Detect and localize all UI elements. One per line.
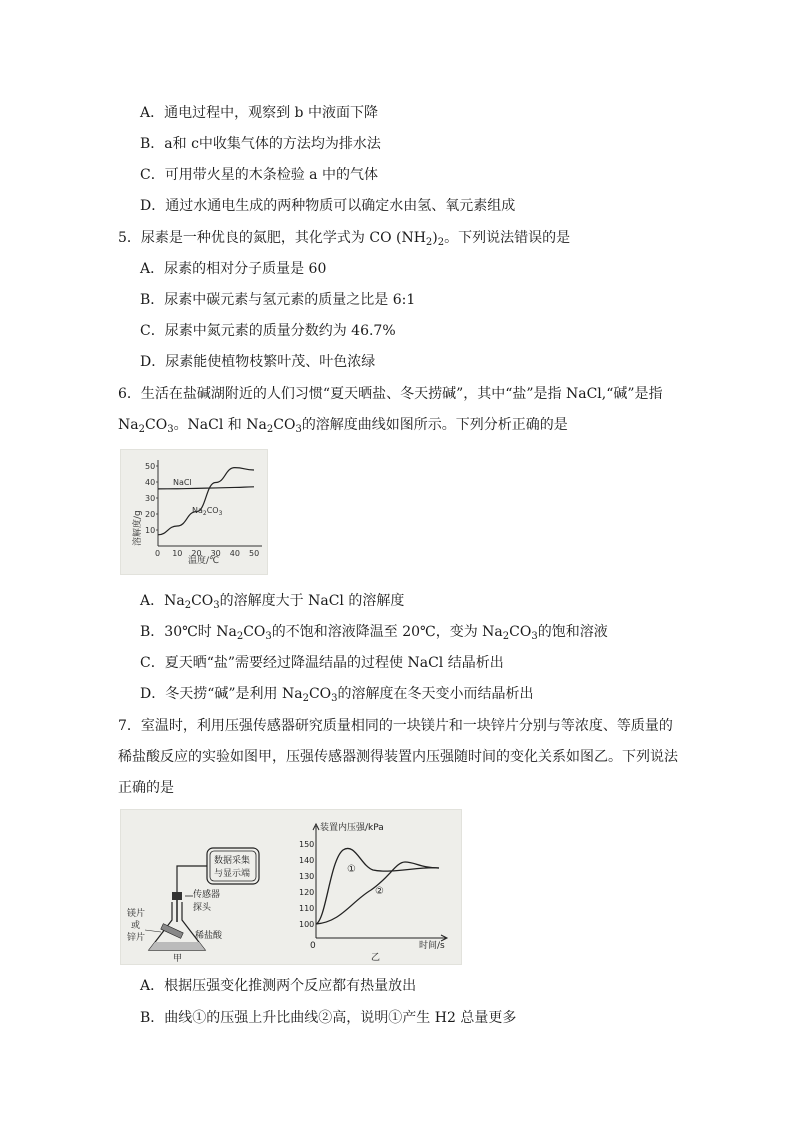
label-yi: 乙 xyxy=(371,953,381,963)
q4-option-b: B．a和 c中收集气体的方法均为排水法 xyxy=(140,136,381,152)
metal-label-3: 锌片 xyxy=(127,933,146,943)
metal-leader xyxy=(145,930,161,932)
x-tick-label: 10 xyxy=(172,549,183,558)
y-tick-100: 100 xyxy=(299,920,315,929)
y-tick-150: 150 xyxy=(299,840,315,849)
q7-stem-line1: 7．室温时，利用压强传感器研究质量相同的一块镁片和一块锌片分别与等浓度、等质量的 xyxy=(118,718,673,734)
q4-option-d: D．通过水通电生成的两种物质可以确定水由氢、氧元素组成 xyxy=(140,198,516,214)
q6-option-c: C．夏天晒“盐”需要经过降温结晶的过程使 NaCl 结晶析出 xyxy=(140,655,504,671)
pressure-graph xyxy=(299,821,447,963)
q4-option-c: C．可用带火星的木条检验 a 中的气体 xyxy=(140,167,378,183)
metal-label-1: 镁片 xyxy=(127,909,146,919)
solubility-chart xyxy=(121,450,267,574)
acid-liquid xyxy=(149,942,205,950)
x-tick-label: 50 xyxy=(249,549,260,558)
label-jia: 甲 xyxy=(173,954,183,964)
y-axis-label: 溶解度/g xyxy=(133,510,143,546)
q7-option-a: A．根据压强变化推测两个反应都有热量放出 xyxy=(140,978,417,994)
pressure-experiment-figure xyxy=(120,809,462,965)
y-tick-140: 140 xyxy=(299,856,315,865)
y-tick-label: 40 xyxy=(145,478,156,487)
q5-option-b: B．尿素中碳元素与氢元素的质量之比是 6:1 xyxy=(140,292,416,308)
metal-label-2: 或 xyxy=(131,921,141,931)
q6-stem-line1: 6．生活在盐碱湖附近的人们习惯“夏天晒盐、冬天捞碱”，其中“盐”是指 NaCl,“碱”是指 xyxy=(118,386,663,402)
q6-option-a: A．$Na_2CO_3$的溶解度大于 NaCl 的溶解度 xyxy=(140,593,405,611)
series-label-nacl: NaCl xyxy=(173,478,192,487)
y-tick-label: 30 xyxy=(145,494,156,503)
sensor-label-1: 传感器 xyxy=(193,890,221,900)
q6-option-b: B．30℃时 $Na_2CO_3$的不饱和溶液降温至 20℃，变为 $Na_2CO_3$的饱和溶液 xyxy=(140,624,608,642)
sensor-label-2: 探头 xyxy=(193,903,212,913)
q6-stem-line2: $Na_2CO_3$。NaCl 和 $Na_2CO_3$的溶解度曲线如图所示。下列分析正确的是 xyxy=(118,417,568,435)
x-tick-label: 20 xyxy=(191,549,202,558)
graph-xlabel: 时间/s xyxy=(419,941,445,951)
y-tick-label: 20 xyxy=(145,510,156,519)
series-label-na2co3: $Na_2CO_3$ xyxy=(192,506,223,517)
q5-option-a: A．尿素的相对分子质量是 60 xyxy=(140,261,327,277)
solubility-chart-figure xyxy=(120,449,268,575)
x-tick-label: 30 xyxy=(210,549,221,558)
y-tick-130: 130 xyxy=(299,872,315,881)
q5-stem: 5．尿素是一种优良的氮肥，其化学式为 CO $(NH_2)_2$。下列说法错误的是 xyxy=(118,230,571,248)
q5-option-d: D．尿素能使植物枝繁叶茂、叶色浓绿 xyxy=(140,354,376,370)
y-tick-120: 120 xyxy=(299,888,315,897)
q5-option-c: C．尿素中氮元素的质量分数约为 46.7% xyxy=(140,323,396,339)
x-tick-label: 40 xyxy=(229,549,240,558)
x-tick-label: 0 xyxy=(155,549,161,558)
q7-stem-line2: 稀盐酸反应的实验如图甲，压强传感器测得装置内压强随时间的变化关系如图乙。下列说法 xyxy=(118,749,678,765)
curve-1-label: ① xyxy=(347,864,356,875)
graph-ylabel: 装置内压强/kPa xyxy=(320,823,384,833)
y-tick-110: 110 xyxy=(299,904,315,913)
q7-stem-line3: 正确的是 xyxy=(118,780,174,796)
q6-option-d: D．冬天捞“碱”是利用 $Na_2CO_3$的溶解度在冬天变小而结晶析出 xyxy=(140,686,534,704)
stopper xyxy=(172,892,182,900)
acid-label: 稀盐酸 xyxy=(195,931,223,941)
box-label-1: 数据采集 xyxy=(214,856,251,866)
box-label-2: 与显示端 xyxy=(214,869,251,879)
cable xyxy=(177,866,207,892)
x-axis-label: 温度/℃ xyxy=(188,556,220,566)
q7-option-b: B．曲线①的压强上升比曲线②高，说明①产生 H2 总量更多 xyxy=(140,1010,517,1026)
y-tick-label: 50 xyxy=(145,462,156,471)
graph-origin: 0 xyxy=(310,941,316,951)
y-tick-label: 10 xyxy=(145,526,156,535)
apparatus-diagram xyxy=(127,848,259,964)
series-line-nacl xyxy=(158,487,254,489)
q4-option-a: A．通电过程中，观察到 b 中液面下降 xyxy=(140,105,378,121)
curve-2-label: ② xyxy=(375,886,384,897)
pressure-figure-svg xyxy=(121,810,461,964)
